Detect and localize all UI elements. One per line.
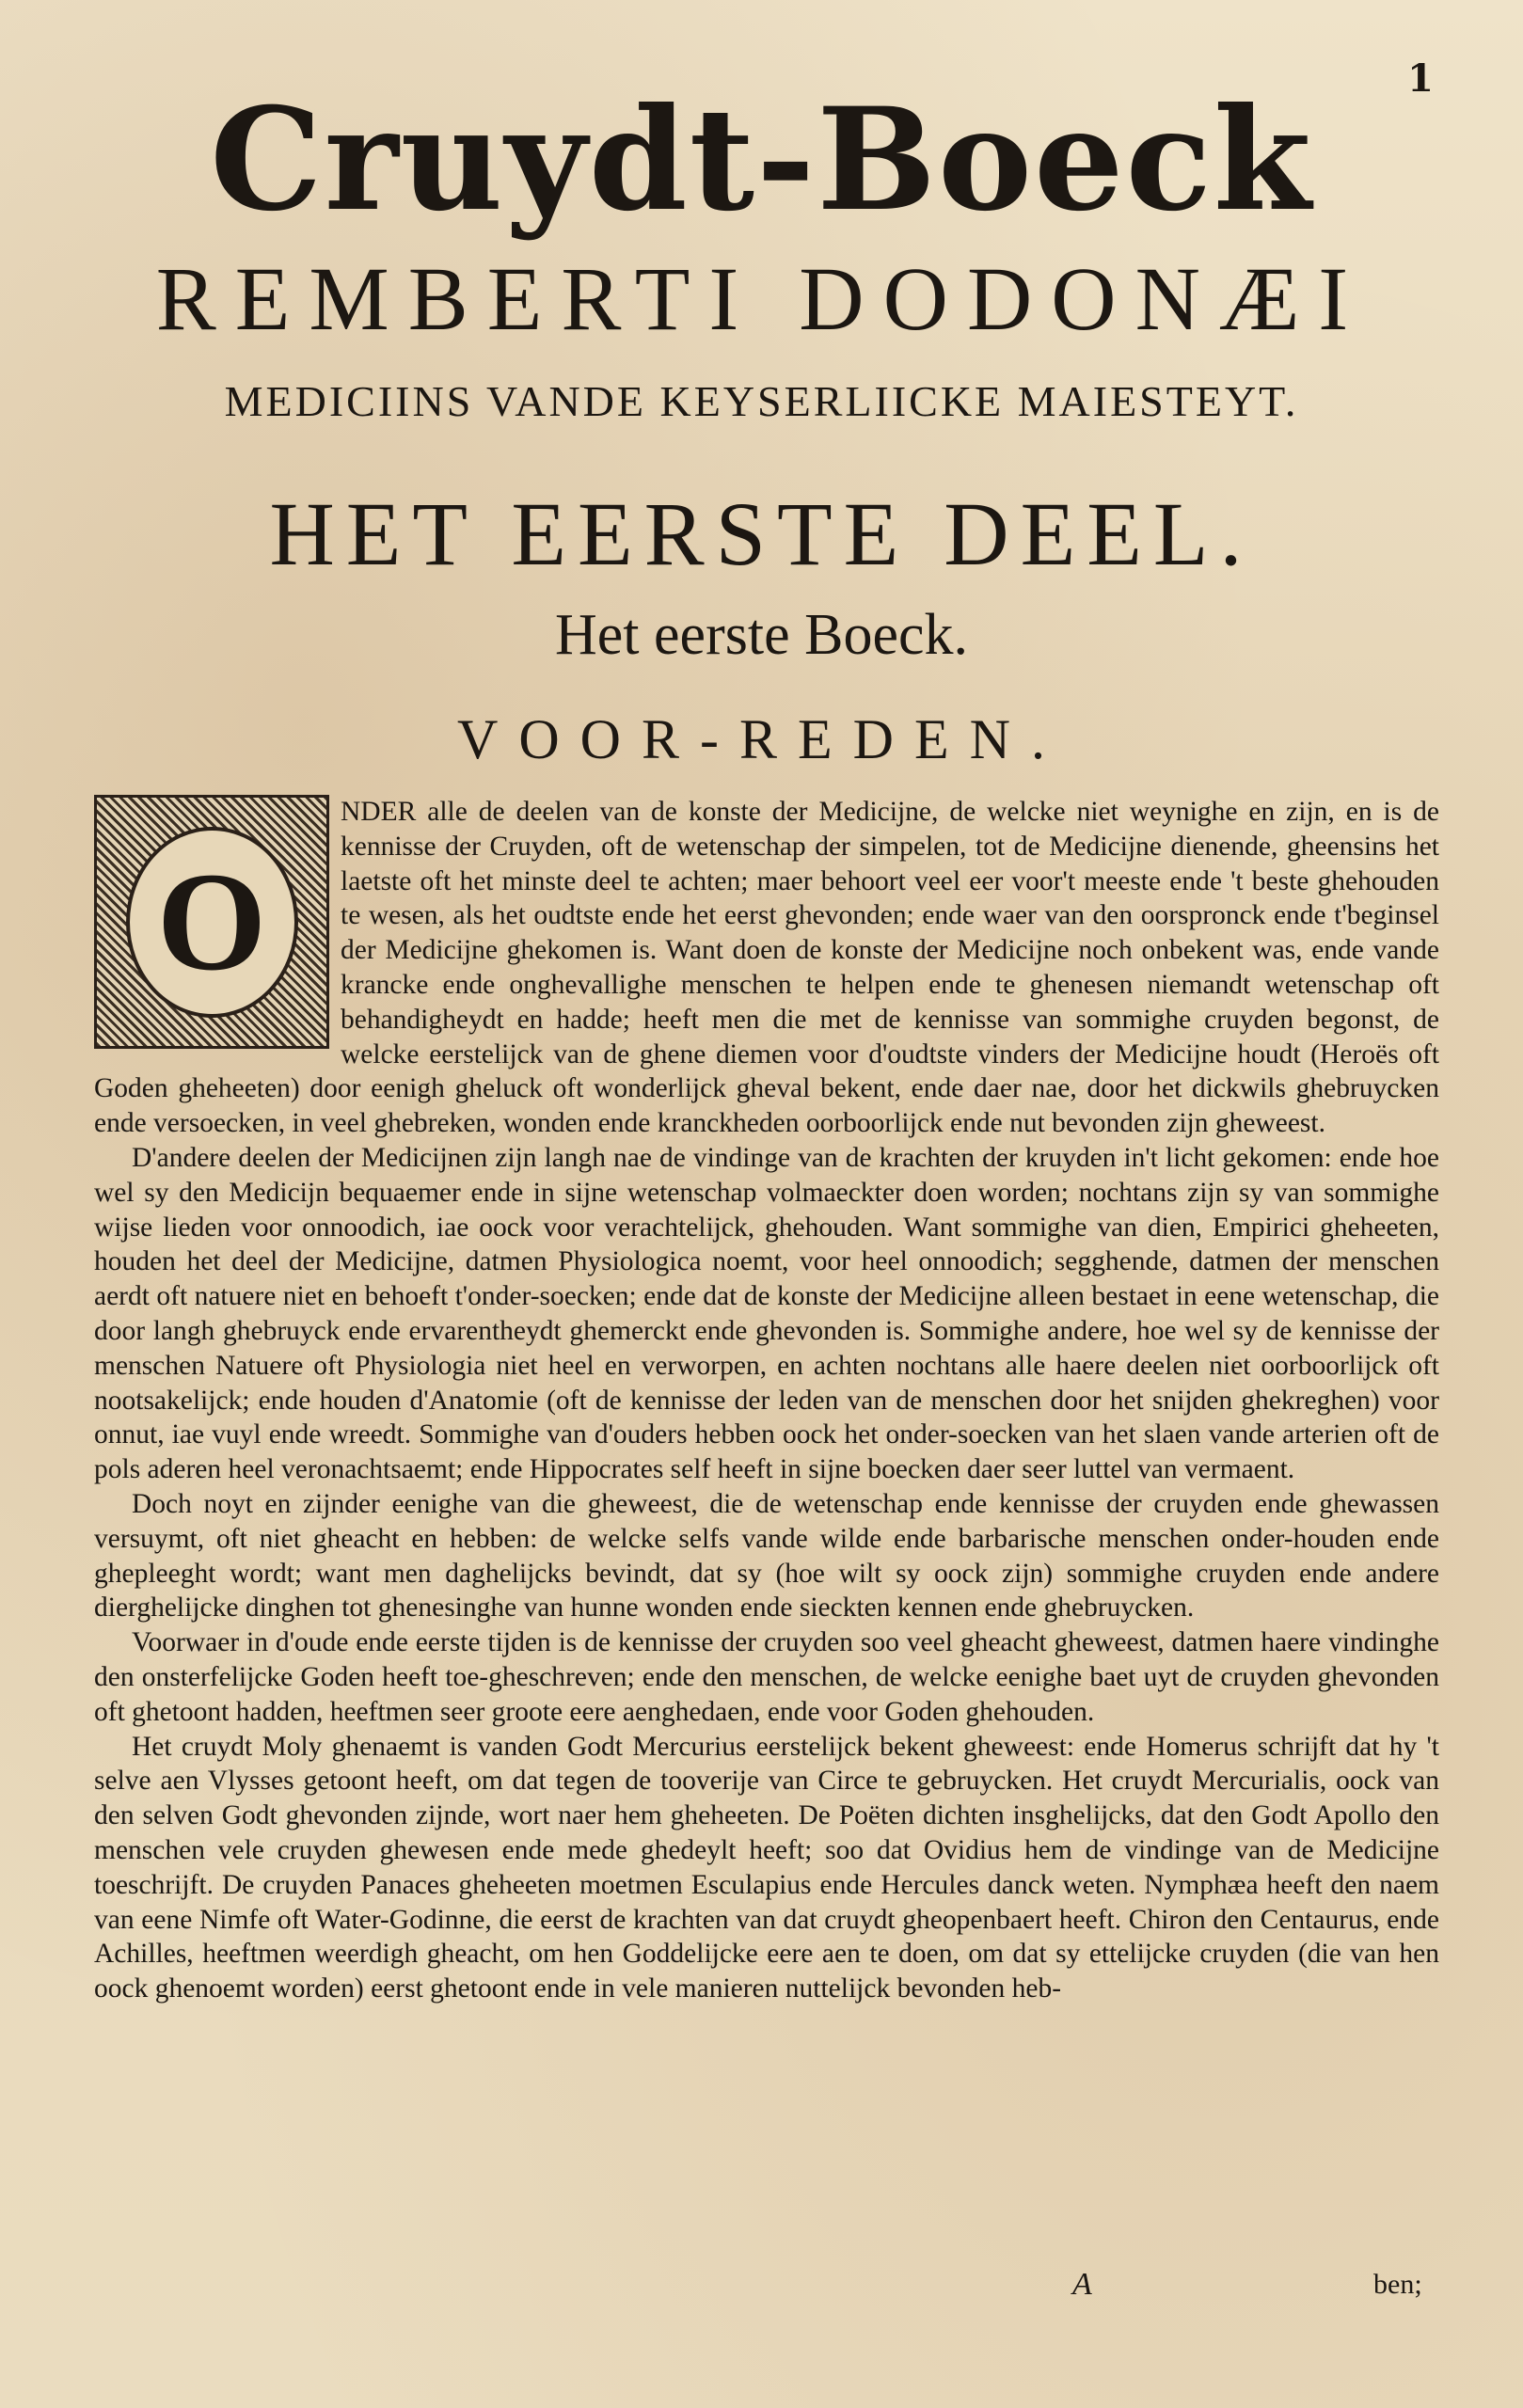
author-name: REMBERTI DODONÆI <box>155 248 1368 349</box>
book-title: Cruydt-Boeck <box>210 77 1313 243</box>
decorated-initial <box>94 795 329 1049</box>
preface-heading: VOOR-REDEN. <box>457 708 1066 770</box>
part-heading: HET EERSTE DEEL. <box>269 483 1254 584</box>
paragraph: D'andere deelen der Medicijnen zijn langh nae de vindinge van de krachten der kruyden in't licht gekomen: ende hoe wel sy den Medicijn bequaemer ende in sijne wetenschap volmaeckter doen worden; nochtans zijn sy van sommighe wijse lieden voor onnoodich, iae oock voor verachtelijck, ghehouden. Want sommighe van dien, Empirici gheheeten, houden het deel der Medicijne, datmen Physiologica noemt, voor heel onnoodich; segghende, datmen der menschen aerdt oft natuere niet en behoeft t'onder-soecken; ende dat de konste der Medicijne alleen bestaet in eene wetenschap, die door langh ghebruyck ende ervarentheydt ghemerckt ende ghevonden is. Sommighe andere, hoe wel sy de kennisse der menschen Natuere oft Physiologia niet heel en verworpen, en achten nochtans alle haere deelen niet oorboorlijck oft nootsakelijck; ende houden d'Anatomie (oft de kennisse der leden van de menschen door het snijden ghekreghen) voor onnut, iae vuyl ende wreedt. Sommighe van d'ouders hebben oock het onder-soecken van het slaen vande arterien oft de pols aderen heel veronachtsaemt; ende Hippocrates self heeft in sijne boecken daer seer luttel van vermaent. <box>94 1142 1439 1485</box>
paragraph: Het cruydt Moly ghenaemt is vanden Godt Mercurius eerstelijck bekent gheweest: ende Homerus schrijft dat hy 't selve aen Vlysses getoont heeft, om dat tegen de tooverije van Circe te gebruycken. Het cruydt Mercurialis, oock van den selven Godt ghevonden zijnde, wort naer hem gheheeten. De Poëten dichten insghelijcks, dat den Godt Apollo den menschen vele cruyden ghewesen ende mede ghedeylt heeft; soo dat Ovidius hem de vindinge van de Medicijne toeschrijft. De cruyden Panaces gheheeten moetmen Esculapius ende Hercules danck weten. Nymphæa heeft den naem van eene Nimfe oft Water-Godinne, die eerst de krachten van dat cruydt gheopenbaert heeft. Chiron den Centaurus, ende Achilles, heeftmen weerdigh gheacht, om hen Goddelijcke eere aen te doen, om dat sy ettelijcke cruyden (die van hen oock ghenoemt worden) eerst ghetoont ende in vele manieren nuttelijck bevonden heb- <box>94 1731 1439 2004</box>
page-number: 1 <box>1407 56 1434 101</box>
catchword: ben; <box>1373 2269 1422 2300</box>
book-heading: Het eerste Boeck. <box>555 603 968 667</box>
signature-mark: A <box>1072 2267 1092 2302</box>
author-subtitle: MEDICIINS VANDE KEYSERLIICKE MAIESTEYT. <box>224 377 1299 425</box>
paragraph: Doch noyt en zijnder eenighe van die gheweest, die de wetenschap ende kennisse der cruyden ende ghewassen versuymt, oft niet gheacht en hebben: de welcke selfs vande wilde ende barbarische menschen onder-houden ende ghepleeght wordt; want men daghelijcks bevindt, dat sy (hoe wilt sy oock zijn) sommighe cruyden ende andere dierghelijcke dinghen tot ghenesinghe van hunne wonden ende sieckten kennen ende ghebruycken. <box>94 1488 1439 1624</box>
initial-letter: O <box>126 827 298 1018</box>
body-text <box>94 795 1439 2006</box>
paragraph: Voorwaer in d'oude ende eerste tijden is de kennisse der cruyden soo veel gheacht gheweest, datmen haere vindinghe den onsterfelijcke Goden heeft toe-gheschreven; ende den menschen, de welcke eenighe baet uyt de cruyden ghevonden oft ghetoont hadden, heeftmen seer groote eere aenghedaen, ende voor Goden ghehouden. <box>94 1627 1439 1727</box>
paragraph: NDER alle de deelen van de konste der Medicijne, de welcke niet weynighe en zijn, en is de kennisse der Cruyden, oft de wetenschap der simpelen, tot de Medicijne dienende, gheensins het laetste oft het minste deel te achten; maer behoort veel eer voor't meeste ende 't beste ghehouden te wesen, als het oudtste ende het eerst ghevonden; ende waer van den oorspronck ende t'beginsel der Medicijne ghekomen is. Want doen de konste der Medicijne noch onbekent was, ende vande krancke ende onghevallighe menschen te helpen ende te ghenesen niemandt wetenschap oft behandigheydt en hadde; heeft men die met de kennisse van sommighe cruyden begonst, de welcke eerstelijck van de ghene diemen voor d'oudtste vinders der Medicijne houdt (Heroës oft Goden gheheeten) door eenigh gheluck oft wonderlijck gheval bekent, ende daer nae, door het dickwils ghebruycken ende versoecken, in veel ghebreken, wonden ende kranckheden oorboorlijck ende nut bevonden zijn gheweest. <box>94 797 1439 1139</box>
